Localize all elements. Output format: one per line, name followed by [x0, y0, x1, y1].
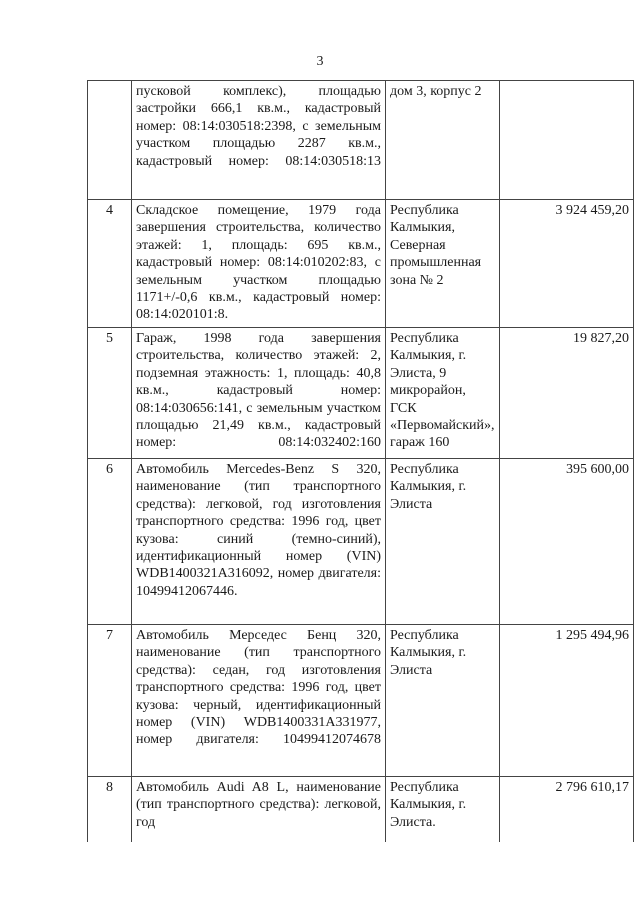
table-row — [88, 777, 634, 843]
property-address: Республика Калмыкия, г. Элиста — [386, 459, 500, 625]
property-address: дом 3, корпус 2 — [386, 81, 500, 200]
table-row — [88, 459, 634, 625]
property-table — [87, 80, 634, 842]
property-value: 1 295 494,96 — [500, 625, 634, 777]
row-number: 5 — [88, 328, 132, 459]
table-row — [88, 81, 634, 200]
table-row — [88, 625, 634, 777]
property-value: 2 796 610,17 — [500, 777, 634, 843]
property-description: Автомобиль Mercedes-Benz S 320, наименование (тип транспортного средства): легковой, год изготовления транспортного средства: 1996 год, цвет кузова: синий (темно-синий), идентификационный номер (VIN) WDB1400321A316092, номер двигателя: 10499412067446. — [132, 459, 386, 625]
property-value: 19 827,20 — [500, 328, 634, 459]
property-value — [500, 81, 634, 200]
table-row — [88, 328, 634, 459]
row-number: 6 — [88, 459, 132, 625]
property-value: 3 924 459,20 — [500, 200, 634, 328]
property-address: Республика Калмыкия, г. Элиста, 9 микрорайон, ГСК «Первомайский», гараж 160 — [386, 328, 500, 459]
row-number — [88, 81, 132, 200]
property-address: Республика Калмыкия, г. Элиста. — [386, 777, 500, 843]
page-number: 3 — [316, 54, 324, 69]
row-number: 8 — [88, 777, 132, 843]
row-number: 4 — [88, 200, 132, 328]
property-address: Республика Калмыкия, Северная промышленная зона № 2 — [386, 200, 500, 328]
property-description: Автомобиль Мерседес Бенц 320, наименование (тип транспортного средства): седан, год изготовления транспортного средства: 1996 год, цвет кузова: черный, идентификационный номер (VIN) WDB1400331A331977, номер двигателя: 10499412074678 — [132, 625, 386, 777]
table-row — [88, 200, 634, 328]
property-address: Республика Калмыкия, г. Элиста — [386, 625, 500, 777]
property-description: Автомобиль Audi A8 L, наименование (тип транспортного средства): легковой, год — [132, 777, 386, 843]
property-description: Гараж, 1998 года завершения строительства, количество этажей: 2, подземная этажность: 1, площадь: 40,8 кв.м., кадастровый номер: 08:14:030656:141, с земельным участком площадью 21,49 кв.м., кадастровый номер: 08:14:032402:160 — [132, 328, 386, 459]
property-value: 395 600,00 — [500, 459, 634, 625]
property-description: Складское помещение, 1979 года завершения строительства, количество этажей: 1, площадь: 695 кв.м., кадастровый номер: 08:14:010202:83, с земельным участком площадью 1171+/-0,6 кв.м., кадастровый номер: 08:14:020101:8. — [132, 200, 386, 328]
row-number: 7 — [88, 625, 132, 777]
property-description: пусковой комплекс), площадью застройки 666,1 кв.м., кадастровый номер: 08:14:030518:2398, с земельным участком площадью 2287 кв.м., кадастровый номер: 08:14:030518:13 — [132, 81, 386, 200]
